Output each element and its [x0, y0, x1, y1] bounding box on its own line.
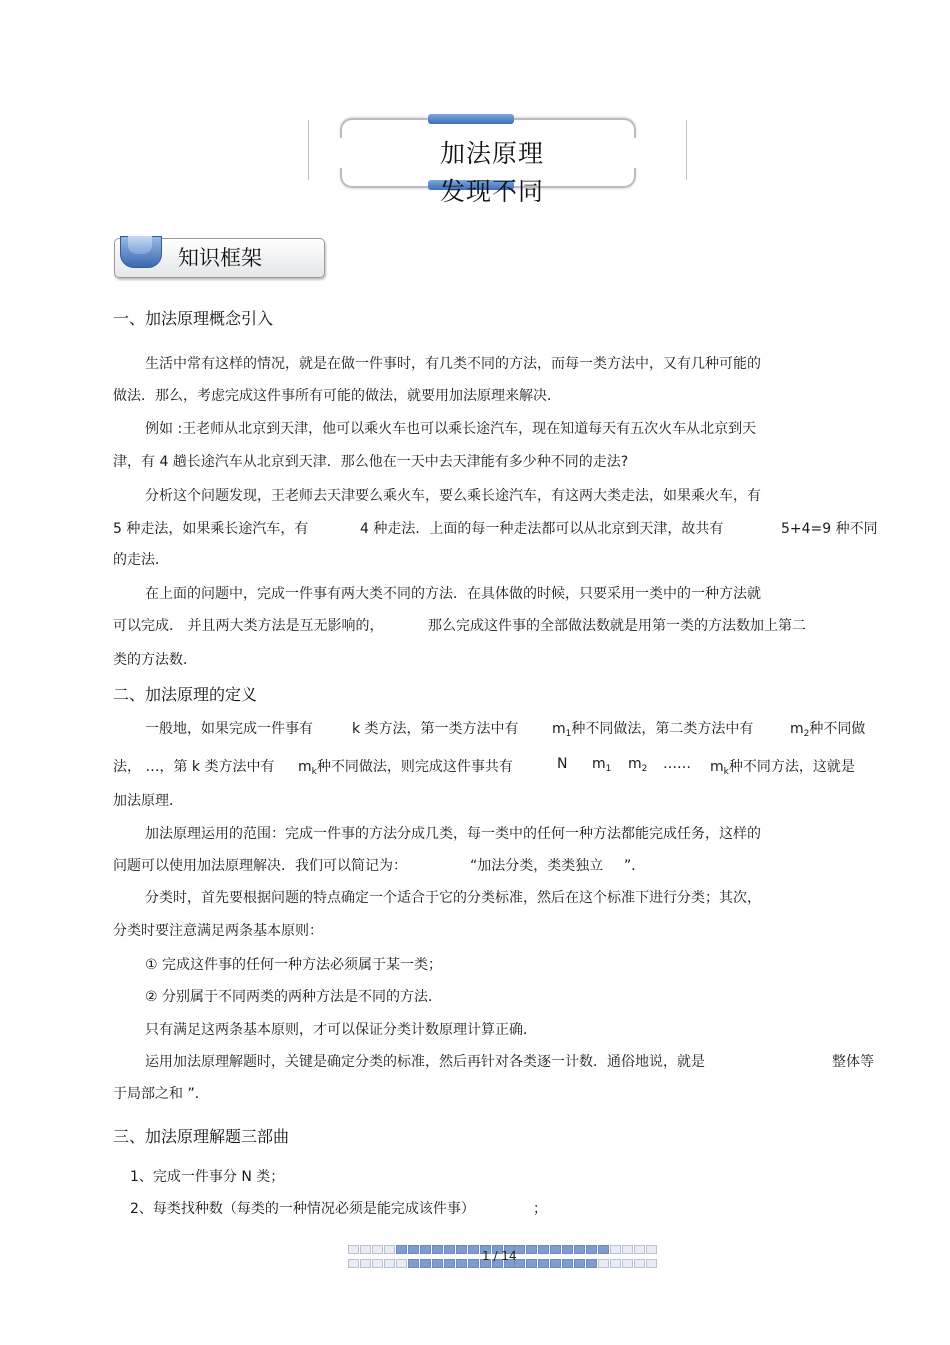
formula-mk: $m_k$种不同做法，则完成这件事共有: [298, 759, 513, 777]
page-title: 加法原理: [440, 139, 545, 168]
paragraph-line: 问题可以使用加法原理解决．我们可以简记为：: [113, 858, 407, 874]
paragraph-line: 4 种走法．上面的每一种走法都可以从北京到天津，故共有: [360, 521, 724, 537]
page-subtitle: 发现不同: [440, 177, 545, 206]
paragraph-line: 加法原理运用的范围：完成一件事的方法分成几类，每一类中的任何一种方法都能完成任务，这样的: [145, 826, 761, 842]
paragraph-line: 一般地，如果完成一件事有: [145, 721, 313, 737]
section-heading-1: 一、加法原理概念引入: [113, 309, 274, 328]
footer-decor-right-bottom: [514, 1259, 657, 1268]
section-heading-3: 三、加法原理解题三部曲: [113, 1127, 290, 1146]
formula-N: N: [557, 756, 568, 772]
paragraph-line: ”．: [624, 858, 646, 874]
paragraph-line: 分析这个问题发现，王老师去天津要么乘火车，要么乘长途汽车，有这两大类走法，如果乘火车，有: [145, 488, 761, 504]
paragraph-line: 只有满足这两条基本原则，才可以保证分类计数原理计算正确．: [145, 1022, 537, 1038]
banner-top-tab: [428, 114, 514, 124]
section-heading-2: 二、加法原理的定义: [113, 685, 258, 704]
paragraph-line: 生活中常有这样的情况，就是在做一件事时，有几类不同的方法，而每一类方法中，又有几种可能的: [145, 356, 761, 372]
paragraph-line: 的走法．: [113, 552, 169, 568]
paragraph-line: 整体等: [832, 1054, 874, 1070]
paragraph-line: 法， …，第 k 类方法中有: [113, 759, 275, 775]
list-item: ② 分别属于不同两类的两种方法是不同的方法．: [145, 989, 442, 1005]
paragraph-line: 分类时，首先要根据问题的特点确定一个适合于它的分类标准，然后在这个标准下进行分类；其次，: [145, 890, 761, 906]
formula-m2: $m_2$: [628, 756, 648, 774]
paragraph-line: 例如 :王老师从北京到天津，他可以乘火车也可以乘长途汽车，现在知道每天有五次火车从北京到天: [145, 421, 757, 437]
paragraph-line: 类的方法数．: [113, 652, 197, 668]
formula-m1: $m_1$种不同做法，第二类方法中有: [552, 721, 754, 739]
paragraph-line: 分类时要注意满足两条基本原则：: [113, 923, 323, 939]
paragraph-line: 5+4=9 种不同: [781, 521, 878, 537]
list-item: 2、每类找种数（每类的一种情况必须是能完成该件事）: [130, 1201, 475, 1217]
page-number: 1 / 14: [482, 1249, 517, 1263]
paragraph-line: 运用加法原理解题时，关键是确定分类的标准，然后再针对各类逐一计数．通俗地说，就是: [145, 1054, 705, 1070]
list-item: ；: [533, 1201, 547, 1217]
list-item: 1、完成一件事分 N 类；: [130, 1169, 285, 1185]
formula-mk: $m_k$种不同方法，这就是: [710, 759, 855, 777]
paragraph-line: 可以完成． 并且两大类方法是互无影响的，: [113, 618, 384, 634]
paragraph-line: 在上面的问题中，完成一件事有两大类不同的方法．在具体做的时候，只要采用一类中的一种方法就: [145, 586, 761, 602]
paragraph-line: k 类方法，第一类方法中有: [352, 721, 519, 737]
bookmark-icon-highlight: [128, 236, 152, 254]
paragraph-line: “加法分类，类类独立: [470, 858, 604, 874]
paragraph-line: 加法原理．: [113, 793, 183, 809]
section-box-label: 知识框架: [178, 246, 262, 270]
list-item: ① 完成这件事的任何一种方法必须属于某一类；: [145, 957, 442, 973]
formula-m2: $m_2$种不同做: [790, 721, 866, 739]
paragraph-line: 津，有 4 趟长途汽车从北京到天津．那么他在一天中去天津能有多少种不同的走法?: [113, 454, 629, 470]
paragraph-line: 于局部之和 ”．: [113, 1086, 209, 1102]
formula-ellipsis: ……: [663, 756, 691, 772]
footer-decor-right-top: [514, 1245, 657, 1254]
paragraph-line: 做法．那么，考虑完成这件事所有可能的做法，就要用加法原理来解决．: [113, 388, 561, 404]
formula-m1: $m_1$: [592, 756, 612, 774]
paragraph-line: 那么完成这件事的全部做法数就是用第一类的方法数加上第二: [428, 618, 806, 634]
paragraph-line: 5 种走法，如果乘长途汽车，有: [113, 521, 309, 537]
